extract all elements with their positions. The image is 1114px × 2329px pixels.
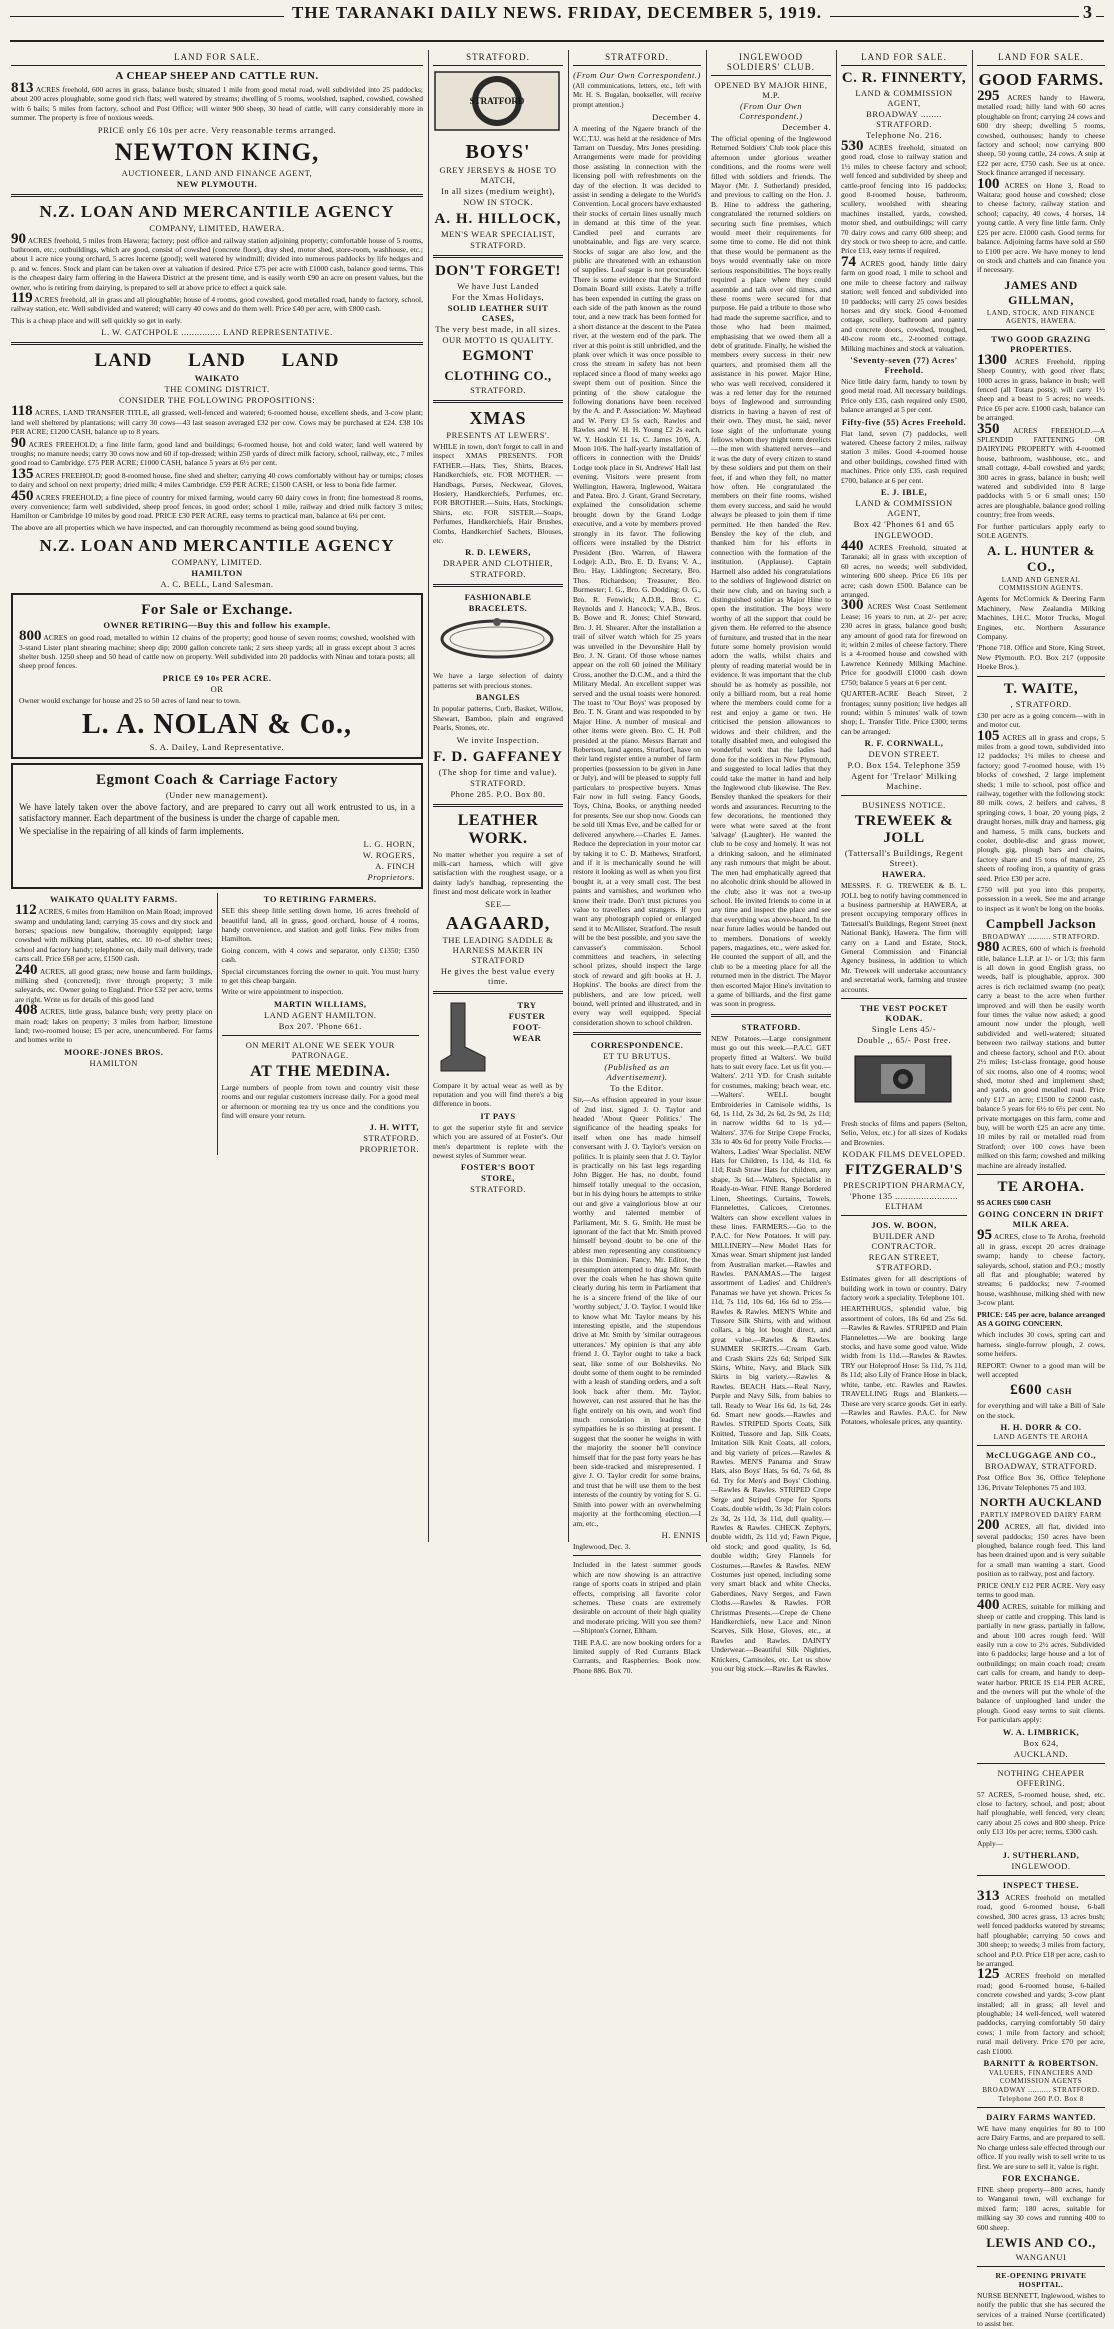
ad-body: 119 ACRES freehold, all in grass and all ploughable; house of 4 rooms, good cowshed, good metalled road, handy to factory, school, railway station, etc. Well subdivided and watered; will carry 40 cows and do them well. Price £40 per acre, with £800 cash. [11,290,423,314]
proprietor-1: L. G. HORN, [363,839,415,850]
advertiser-name: N.Z. LOAN AND MERCANTILE AGENCY [39,536,395,556]
ad-lead: £30 per acre as a going concern—with in and motor cut. [977,710,1105,730]
ad-body: 90 ACRES freehold, 5 miles from Hawera; factory; post office and railway station adjoining property; comfortable house of 5 rooms, bathroom, etc.; outbuildings, which are good, consist of cowshed (concrete floor), dray shed, motor shed, store-room, washhouse, etc.; about 1 acre nice young orchard, 5 acres lucerne (good); well watered by windmill; divided into numerous paddocks by life hedges and p. and w. fences. Stock and plant can be taken over at valuation if desired. Price £75 per acre with £1000 cash, balance good terms. This is the cheapest dairy farm offering in the Hawera District at the present time, and is easily worth £90 an acre on present values, but the owner, who is retiring from dairying, is prepared to sell at above price to effect a quick sale. [11,230,423,292]
ad-signature: Proprietors. [367,872,415,883]
ad-body: We specialise in the repairing of all kinds of farm implements. [19,826,244,837]
ad-body: In popular patterns, Curb, Basket, Willow, Shewart, Bamboo, plain and engraved Pearls, Stones, etc. [433,704,563,733]
ad-body: 74 ACRES good, handy little dairy farm on good road, 1 mile to school and one mile to cheese factory and railway station; well fenced and subdivided into 10 paddocks; will carry 25 cows besides horses and dry stock. Good 4-roomed cottage, scullery, bathroom and pantry and concrete doors, cowshed, troughed, 40-cow room etc., 2-roomed cottage. Milking machines and stock at valuation. [841,253,967,353]
advertiser-box: Box 207. 'Phone 661. [278,1020,362,1031]
letter-place: Inglewood, Dec. 3. [573,1541,631,1551]
advertiser-sub: VALUERS, FINANCIERS AND COMMISSION AGENTS [988,2068,1094,2085]
advertiser-name: H. H. DORR & CO. [1000,1422,1082,1433]
ad-title: Fifty-five (55) Acres Freehold. [841,416,967,427]
ad-body: No matter whether you require a set of milk-cart harness, which will give satisfaction with the roughest usage, or a dainty lady's handbag, representing the finest and most delicate work in leather [433,849,563,897]
stratford-boys-logo [433,70,561,132]
ad-sub: NOW IN STOCK. [463,197,533,207]
advertiser-sub: BUILDER AND CONTRACTOR. [871,1231,937,1252]
dateline: December 4. [782,122,831,132]
advertiser-box: Box 42 'Phones 61 and 65 [853,519,955,529]
advertiser-name: McCLUGGAGE AND CO., [985,1450,1097,1461]
advertiser-place: WANGANUI [1015,2252,1067,2263]
advertiser-name: F. D. GAFFANEY [433,748,563,765]
column-stratford-ads [428,50,568,1542]
logo-lettering: STRATFORD [469,96,525,106]
ad-line: Double ,, 65/- Post free. [857,1035,951,1045]
ad-body: to get the superior style fit and service which you are assured of at Foster's. Our men's department is replete with the newest styles of Summer wear. [433,1122,563,1160]
advertiser-name: MARTIN WILLIAMS, [273,998,367,1009]
advertiser-sub: LAND AND GENERAL COMMISSION AGENTS. [998,576,1084,593]
ad-line: KODAK FILMS DEVELOPED. [842,1149,966,1160]
ad-body: We have lately taken over the above factory, and are prepared to carry out all work entrusted to us, in a satisfactory manner. Each department of the business is under the charge of capable men. [19,802,415,824]
masthead-title: THE TARANAKI DAILY NEWS. FRIDAY, DECEMBER 5, 1919. [284,3,830,22]
ad-title: TRY [517,999,537,1010]
section-heading: STRATFORD. [433,50,563,66]
ad-body: 125 ACRES freehold on metalled road; good 6-roomed house, 6-bailed concrete cowshed and yards; 3-cow plant installed; all in grass; all level and ploughable; 14 well-fenced, well watered paddocks, carrying comfortably 50 dairy cows; 1 mile from factory and school; rural mail delivery. Price £70 per acre, cash £1000. [977,1966,1106,2056]
ad-body: Special circumstances forcing the owner to quit. You must hurry to get this cheap bargain. [221,966,419,986]
advertiser-name: T. WAITE, [1003,680,1079,697]
ad-body: Large numbers of people from town and country visit these rooms and our regular customers increase daily. For a good meal or afternoon or morning tea try us once and the conditions you find will ensure your return. [221,1082,419,1121]
ad-body: 800 ACRES on good road, metalled to within 12 chains of the property; good house of seven rooms; cowshed, woolshed with 3-stand Lister plant shearing machine; sheep dip; 2000 gallon concrete tank; 2 sets sheep yards; all in grass except about 3 acres shelter bush. 1250 sheep and 50 head of cattle now on property. Well subdivided into 20 paddocks with Ninau and totara posts; all sheep proof fences. [19,628,415,671]
ad-body: REPORT: Owner to a good man will be well accepted [977,1360,1105,1380]
advertiser-place: INGLEWOOD. [874,530,934,540]
ad-body: which includes 30 cows, spring cart and harness, single-furrow plough, 2 cows, some heifers. [977,1330,1105,1359]
advertiser-name: A. L. HUNTER & CO., [987,543,1095,575]
ad-body: The above are all properties which we have inspected, and can thoroughly recommend as being good sound buying. [11,522,359,532]
advertiser-phone: Telephone 260 P.O. Box 8 [998,2094,1084,2103]
column-land-agents [836,50,972,1542]
ad-line: For the Xmas Holidays, [451,292,545,302]
shop-notices: NEW Potatoes.—Large consignment must go out this week.—P.A.C. GET properly fitted at Walters'. We build hats to suit every face. Let us fit you.—Walters'. 2/11 YD. for Crash suitable for costumes, making; beach wear, etc.—Walters'. WELL bought Embroideries in Camisole widths, 1s 6d, 1s 11d, 2s 3d, 2s 6d, 2s 9d, 2s 11d; in narrow widths 6d to 1s yd.—Walters'. 37/6 for Stripe Crepe Frocks, 33s to 40s 6d for pretty Voile Frocks.—Walters, Ladies' Wear Specialist. NEW Hats for Children, 1s 11d, 4s 11d, 6s 11d; Rush Straw Hats for children, any shape, 3s 6d.—Walters, Specialist in Ready-to-Wear. FINE Range Bordered Linen, Sheetings, Curtains, Towels, Flannelettes, Calicoes, Cretonnes. Walters can show excellent values in these lines. FARMERS.—Go to the P.A.C. for New Potatoes. It will pay. MILLINERY—New Model Hats for Xmas wear. Smart shipment just landed from Australian market.—Rawles and Rawles. PANAMAS.—The largest assortment of Ladies' and Children's Panamas we have yet shown. Prices 5s 11d, 7s 11d, 10s 6d, 16s 6d to 25s.—Rawles & Rawles. MEN'S White and Tussore Silk Shirts, with and without collars, a big lot bought direct, and great value.—Rawles & Rawles. SUMMER SKIRTS.—Cream Garb. and Crash Skirts 22s 6d; Striped Silk Skirts, White, Navy, and Black Silk Skirts in big variety.—Rawles & Rawles. BEACH Hats.—Real Navy, Purple and Navy Silk, from babies to tall. Ready to Wear 16s 6d, 1s 6d, 24s 6d. Smart new goods.—Rawles and Rawles. STRIPED Sports Coats, Silk Knitted, Tussore and Jap. Silk Coats, Imitation Silk Knit Coats, all colors, and big variety of prices.—Rawles & Rawles. MEN'S Panama and Straw Hats, also Boys' Hats, 5s 6d, 7s 6d, 8s 6d. Try for Men's and Boys' Clothing.—Rawles & Rawles. STRIPED Crepe Serge and Striped Crepe for Sports Coats, double width, 3s 3d; Plain colors 2s 3d, 2s 11d, 3s 11d, dull quality.—Rawles & Rawles. CHECK Zephyrs, double width, 2s 11d yd; Fawn Pique, old stock; and good quality, 1s 6d, double width; Grey Flannels for Costumes.—Rawles & Rawles. NEW Costumes just opened, including some very smart black and white Checks, Gaberdines, Navy Serges, and Fawn Cloths.—Rawles & Rawles. FOR Christmas Presents.—Crepe de Chene Handkerchiefs, new Lace and Ninon Scarves, Silk Hose, Gloves, etc., at Rawles and Rawles. DAINTY Underwear.—Beautiful Silk Nighties, Knickers, Camisoles, etc. Let us show you our big stock.—Rawles & Rawles. [711,1033,831,1673]
advertiser-place: , STRATFORD. [1010,698,1072,709]
ad-body: 450 ACRES FREEHOLD; a fine piece of country for mixed farming, would carry 60 dairy cows in front; fine homestead 8 rooms, every convenience; farm well subdivided, sheep proof fences, in good order; school 1 mile, railway and dried milk factory 3 miles; Hamilton or Cambridge 10 miles by good road. PRICE £30 PER ACRE, easy terms to practical man, balance at 6¼ per cent. [11,487,423,521]
ad-lead: OWNER RETIRING—Buy this and follow his example. [103,620,331,631]
ad-title: A CHEAP SHEEP AND CATTLE RUN. [115,70,319,82]
ad-title: TO RETIRING FARMERS. [263,894,377,905]
ad-title: AT THE MEDINA. [250,1062,391,1080]
ad-title: THE VEST POCKET KODAK. [860,1003,948,1023]
advertiser-name: J. H. WITT, [369,1122,419,1133]
ad-body: Agents for McCormick & Deering Farm Machinery, New Zealandia Milking Machines, I.H.C. Motor Trucks, Mogul Engines, etc. Northern Assurance Company. [977,594,1105,642]
ad-body: THE P.A.C. are now booking orders for a limited supply of Red Currants Black Currants, and Raspberries. Book now. Phone 886. Box 70. [573,1637,701,1675]
advertiser-name: N.Z. LOAN AND MERCANTILE AGENCY [39,201,395,221]
ad-body: We have a large selection of dainty patterns set with precious stones. [433,671,563,690]
advertiser-sub: LAND & COMMISSION AGENT, [855,498,953,518]
ad-sub: PRESENTS AT LEWERS'. [446,430,550,440]
advertiser-name: C. R. FINNERTY, [841,70,967,86]
advertiser-place: STRATFORD. [470,385,526,395]
ad-body: 300 ACRES West Coast Settlement Lease; 16 years to run, at 2/- per acre; 230 acres in grass, balance good bush; any amount of good rata for firewood on it; within 2 miles of cheese factory. There is a 4-roomed house and cowshed with Lawrence Kennedy Milking Machine. Price for goodwill £1000 cash down £750; balance 5 years at 6 per cent. [841,597,967,687]
ad-body: 112 ACRES, 6 miles from Hamilton on Main Road; improved swamp and undulating land; carrying 35 cows and dry stock and horses; spacious new bungalow, thoroughly equipped; large cowshed with milking plant, stables, etc. 10 ro-of shelter trees; school and factory handy; telephone on, daily mail delivery, trade carts call. Price £68 per acre, £1500 cash. [15,902,213,964]
section-heading: LAND FOR SALE. [977,50,1105,66]
ad-body: QUARTER-ACRE Beach Street, 2 frontages; sunny position; live hedges all round; within 5 minutes' walk of town shop; L. Transfer Title. Price £300; terms can be arranged. [841,689,967,736]
ad-title: WAIKATO QUALITY FARMS. [49,894,178,905]
column-inglewood-soldiers-club [706,50,836,1673]
ad-egmont-coach [11,763,423,889]
ad-body: MESSRS. F. G. TREWEEK & B. L. JOLL beg to notify having commenced in a business partnership at HAWERA, at present occupying temporary offices in Tattersall's Buildings, Regent Street (next National Bank), Hawera. The firm will carry on a Land and Estate, Stock, General Commission and Financial Agency business, in addition to which Mr. Treweek will undertake accountancy and secretarial work, farming and trustee accounts. [841,881,967,994]
ad-body: for everything and will take a Bill of Sale on the stock. [977,1401,1105,1420]
advertiser-name: STORE, [481,1173,515,1184]
article-body: The official opening of the Inglewood Returned Soldiers' Club took place this afternoon under glorious weather conditions, and the rooms were well filled with soldiers and friends. The Mayor (Mr. J. Sutherland) presided, and previous to calling on the Hon. J. B. Hine to address the gathering, congratulated the returned soldiers on securing such fine premises, which would meet their requirements for some time to come. He did not think that these would be permanent as the boys would eventually take on more serious responsibilities. The boys really required a place where they could assemble and talk over old times, and these rooms were secured for that purpose. He paid a tribute to those who had made the supreme sacrifice, and to those who had been maimed, emphasising that we owed them all a debt of gratitude. Finally, he wished the members every success in their new quarters, and promised them all the assistance in his power. Major Hine, who was well received, considered it was a red letter day for the returned boys of Inglewood and surrounding districts in having a haven of rest of their own. They must, he said, never lose sight of the unfortunate young fellows whom they might term derelicts—the men with shattered nerves—and it was the duty of every citizen to stand by these soldiers and put them on their feet, if and when they fell, no matter how often. He congratulated the members on their fine rooms, wished them every success, and said he would always be pleased to join them if time permitted. He then handed the Rev. Bensley the key of the club, and thanked him for his efforts in connection with the formation of the institution. (Applause). Captain Hartnell also added his congratulations to the soldiers of Inglewood district on their new club, and on having such a distinguished soldier as Major Hine to open the institution. The boys were worthy of all the support that could be given them. He referred to the absence of furniture, and trusted that in the near future some homely provision would adorn the walls, whilst chairs and plenty of reading material would be in evidence. It was important that the club should be as homely as possible, not only a billiard room, but a real home where the members could come for a rest and enjoy a game or two. He criticised the pension allowances to widows and their children, and the totally disabled men, and eulogised the wonderful work that the ladies had done for the soldiers in New Plymouth, and suggested to local ladies that they could take the matter in hand and help the Inglewood club likewise. The Rev. Bensley thanked the speakers for their words and assurances. Recurring to the few decorations, he mentioned they were what were saved at the front 'salvage' (Laughter). He wanted the club to be cosy and homely. It was not a drinking saloon, and he eliminated any rash rumours that might be about. The men had emphatically agreed that no alcoholic drink should be allowed in the club; also it was not a two-up school. He invited friends to come in at any time and inspect the place and see that everything was above-board. In the near future ladies would be handed out to members. Donations of weekly papers, magazines, etc., were asked for. He counted the support of all, and the club to be a meeting place for all the returned men in the district. The Mayor then escorted Major Hine's invitation to a game of billiards, and the first game was soon in progress. [711,134,831,1009]
advertiser-name: R. F. CORNWALL, [864,738,944,749]
advertiser-box: P.O. Box 154. Telephone 359 [847,760,961,771]
letter-to: To the Editor. [610,1083,664,1094]
ad-body: 980 ACRES, 600 of which is freehold title, balance L.I.P. at 1/- or 1/3; this farm is all down in good English grass, no weeds, half is ploughable, approx. 300 acres is rich reclaimed swamp (no peat); carry a beast to the acre when further improved and will then be easily worth four times the value now asked; a good amount now under the plough, well subdivided and well-watered; situated between two railway stations and butter and cheese factory, school and P.O. about 2½ miles; 1st-class frontage, good house of six rooms, also one of 4 rooms; wool shed, motor shed and implement shed; and yards, on good metalled road. Price only £17 an acre; £1500 to £2000 cash, balance 5 years for 6½ to 6½ per cent. No private mortgages on this farm, come and buy, will be worth £25 an acre any time. 10 miles by rail or metalled road from Stratford; over 100 cows have been milked on this farm; cowshed and milking machine are already installed. [977,939,1105,1170]
byline: (From Our Own Correspondent.) [573,70,701,80]
advertiser-place: NEW PLYMOUTH. [176,178,258,189]
ad-title: RE-OPENING PRIVATE HOSPITAL. [995,2271,1087,2290]
ad-body: Flat land, seven (7) paddocks, well watered. Cheese factory 2 miles, railway station 3 miles. Good 4-roomed house and other buildings, cowshed fitted with machines. Price only £35, cash required £700, balance at 6 per cent. [841,428,967,485]
advertiser-place: BROADWAY .......... STRATFORD. [982,2085,1100,2094]
advertiser-name: AAGAARD, [445,912,551,933]
advertiser-phone: 'Phone 718. Office and Store, King Street, New Plymouth. P.O. Box 217 (opposite Hoeke Bros.). [977,643,1105,672]
advertiser-phone: Phone 285. P.O. Box 80. [450,788,546,799]
letter-note: (Published as an Advertisement). [604,1062,670,1083]
ad-title: For Sale or Exchange. [141,602,293,619]
ad-body: FINE sheep property—800 acres, handy to Wanganui town, will exchange for mixed farm; 180 acres, suitable for milking say 30 cows and running 400 to 600 sheep. [977,2185,1105,2232]
byline: (From Our Own Correspondent.) [739,101,803,121]
ad-line: SEE— [485,898,511,909]
ad-title: TWO GOOD GRAZING PROPERTIES. [991,333,1091,354]
advertiser-sub: PROPRIETOR. [359,1144,419,1155]
boot-illustration [433,999,491,1079]
advertiser-place: STRATFORD. [470,240,526,250]
ad-price: PRICE £9 10s PER ACRE. [162,672,272,683]
advertiser-name: Campbell Jackson [985,916,1097,932]
column-stratford-news [568,50,706,1675]
ad-line: We invite Inspection. [456,734,540,745]
ad-title: FOR EXCHANGE. [1002,2173,1080,2183]
advertiser-name: JAMES AND GILLMAN, [1004,277,1078,307]
advertiser-place: REGAN STREET, STRATFORD. [868,1252,940,1273]
ad-body: SEE this sheep little settling down home, 16 acres freehold of beautiful land, all in grass, good orchard, house of 4 rooms, handy convenience, and station and golf links. Few miles from Hamilton. [221,906,419,944]
ad-body: 240 ACRES, all good grass; new house and farm buildings, milking shed (concreted); river through property; 3 mile saleyards, etc. Owner going to England. Price £32 per acre, terms are right. Write us for details of this good land [15,961,213,1004]
ad-body: 530 ACRES freehold, situated on good road, close to railway station and 1½ miles to cheese factory and school; well fenced and subdivided by sheep and cattle-proof fencing into 16 paddocks; good 8-roomed house, bathroom, scullery, woolshed with shearing machines installed, yards, cowshed, motor shed, and outbuildings; will carry 70 dairy cows and carry 600 sheep; and dry stock or two sheep to acre, and cattle. Price £13, easy terms if required. [841,138,967,256]
ad-body: 57 ACRES, 5-roomed house, shed, etc. close to factory, school, and post; about half ploughable, well fenced, very clean; carry about 25 cows and 800 sheep. Price only £13 10s per acre; terms, £300 cash. [977,1789,1105,1837]
advertiser-sub: DRAPER AND CLOTHIER, [443,558,553,569]
advertiser-sub: LAND & COMMISSION AGENT, [855,88,953,108]
advertiser-sub: COMPANY, LIMITED. [171,557,263,568]
ad-price: PRICE ONLY £12 PER ACRE. Very easy terms to good man. [977,1580,1105,1599]
ad-body: Included in the latest summer goods which are now showing is an attractive range of sports coats in striped and plain effects, comprising all favorite color schemes. These coats are extremely desirable on account of their high quality and moderate pricing. Will you see them?—Shipton's Corner, Eltham. [573,1560,701,1636]
advertiser-sub: DEVON STREET. [868,749,940,760]
ad-body: 135 ACRES FREEHOLD; good 8-roomed house, fine shed and shelter; carrying 40 cows comfortably without hay or turnips; closes to dairy and school on next property; dried milk; 4 miles Cambridge. £59 PER ACRE; £1500 CASH, or less to bona fide farmer. [11,465,423,490]
ad-body: 200 ACRES, all flat, divided into several paddocks; 150 acres have been ploughed, balance rough feed. This land has been drained upon and is very suitable for a small man wanting a start. Good position as to railway, post and factory. [977,1517,1105,1579]
ad-sub: In all sizes (medium weight), [441,186,555,196]
ad-or: OR [210,683,224,694]
ad-title: DON'T FORGET! [435,263,561,279]
ad-line: 95 ACRES £600 CASH [977,1197,1051,1207]
advertiser-phone: Telephone No. 216. [866,130,942,140]
advertiser-name: A. H. HILLOCK, [434,211,562,227]
column-land-for-sale [6,50,428,1542]
ad-title: XMAS [469,408,527,428]
advertiser-name: FOSTER'S BOOT [460,1162,536,1173]
advertiser-name: R. D. LEWERS, [465,547,531,558]
ad-sub: IT PAYS [480,1110,516,1121]
ad-title: NOTHING CHEAPER OFFERING. [997,1767,1085,1788]
ad-signature: A. C. BELL, Land Salesman. [160,579,274,590]
ad-body: 408 ACRES, little grass, balance bush; very pretty place on main road; lakes on property; 3 miles from harbor; limestone land; two-roomed house; £5 per acre, unencumbered. For farms and homes write to [15,1002,213,1045]
ad-body: 313 ACRES freehold on metalled road, good 6-roomed house, 6-ball cowshed, 300 acres grass, 13 acres bush; well fenced paddocks watered by streams; half ploughable; carrying 50 cows and 300 sheep; to weeds; 3 miles from factory, school and P.O. Price £18 per acre, cash to be arranged. [977,1888,1106,1968]
ad-body: Estimates given for all descriptions of building work in town or country. Dairy factory work a speciality. Telephone 101. [841,1274,967,1303]
ad-body: Write or wire appointment to inspection. [221,987,344,997]
advertiser-name: CLOTHING CO., [444,368,552,383]
ad-body: Compare it by actual wear as well as by reputation and you will find there's a big difference in boots. [433,1080,563,1109]
ad-body: 1300 ACRES Freehold, ripping Sheep Country, with good river flats; 1000 acres in grass, balance in bush; well fenced (all Totara posts); will carry 1½ sheep and a beast to 5 acres; no weeds. Price £6 per acre. £1000 cash, balance can be arranged. [977,351,1106,423]
article-body: A meeting of the Ngaere branch of the W.C.T.U. was held at the residence of Mrs Tarrant on Tuesday, Mrs Jones presiding. Arrangements were made for providing those assisting in connection with the licensing poll with refreshments on the day of the election. It was decided to assist in sending a delegate to the World's Convention. Local grocers have exhausted their stocks of certain lines usually much in demand at this time of the year. Candied peel and currants are unobtainable, and figs are very scarce. Stocks of sugar are also low, and the public are threatened with an exhaustion of supplies. Loaf sugar is not procurable. There is some evidence that the Stratford Domain Board still exists. Lately a trifle has been expended in cutting the grass on each side of the path known as the round tour, and a new track has been formed for a short distance at the descent to the Patea river, at the western end of the park. The river at this point is still unbridled, and the plank over which it was once possible to cross the stream in safety has not been replaced since a flood of many weeks ago swept them out of position. Since the printing of the show catalogue the following donations have been received by the A. and P. Association: W. Mayhead and W. Perry £3 5s each, Rawles and Rawles and W. H. H. Young £2 2s each, W. Y. Hoskin £1 1s, C. James 10/6, A. Moon 10/6. The half-yearly installation of officers in connection with the Druids' Lodge took place in St. Andrews' Hall last evening. Visitors were present from Wellington, Hawera, Inglewood, Waitara and Patea. Bro. J. Grant, Grand Secretary, explained the consolidation scheme brought down by the Grand Lodge executive, and a vote by members proved strongly in its favor. The following officers were installed by the District President (Bro. Warren, of Hawera Lodge): A.D., Bro. E. D. Evans; V. A., Bro. Hay, Liddington; Secretary, Bro. Thos. Richardson; Treasurer, Bro. Burmester; I. G., Bro. G. Dodding; O. G., Bro. R. Fenwick; A.D.B., Bros. C. Reynolds and J. Hancock; V.A.B., Bros. B. Bowe and R. Jones; Chief Steward, Bro. J. H. Shearer. After the installation a trail of silver watch which for 25 years was unveiled in the Devonshire Hall by Bro. J. N. Grant. Of those whose names appear on the roll 60 joined the Military Cross, another the D.C.M., and a third the Military Medal. An excellent supper was served and the usual toasts were honored. The toast to 'Our Boys' was proposed by Bro. T. N. Grant and was responded to by Major Hine. A number of musical and other items were given. Bro. C. H. Poll presided at the piano. Messrs Barratt and Robertson, land agents, Stratford, have on their land register entire a number of farm properties (possession to be given in June or July), and will be pleased to supply full particulars to prospective buyers. Xmas Fair now in full swing. Fancy Goods, Toys, China, Books, or anything needed for presents. See our shop now. Goods can be sold till Xmas Eve, and be called for or delivered anywhere.—Charles E. James. Reduce the depreciation in your motor car by taking it to C. D. Mathews, Stratford, and if it is mechanically sound he will restore it looking as well as when you first bought it, at a very small cost. The best paints and varnishes, and workmen who know their trade. Don't trust pictures you value to travellers and strangers. If you want any photograph copied or enlarged send it to McAllister, Stratford. The result will be the best possible, and you save the canvasser's commission. School committees and teachers, in selecting school prizes, should inspect the large stock of reward and gift books at H. J. Hopkins'. The books are direct from the publishers, and are low priced, well bound, well printed and illustrated, and in every way well equipped. Special consideration shown to school children. [573,124,701,1027]
ad-body: Owner would exchange for house and 25 to 50 acres of land near to town. [19,695,241,705]
advertiser-sub: (The shop for time and value). [438,766,558,777]
ad-sub: CONSIDER THE FOLLOWING PROPOSITIONS: [118,395,316,406]
ad-line: We have Just Landed [457,281,539,291]
advertiser-name: E. J. IBLE, [880,487,928,497]
dateline: December 4. [652,112,701,123]
ad-line: Single Lens 45/- [871,1024,937,1034]
advertiser-place: BROADWAY, STRATFORD. [984,1461,1098,1472]
ad-line: The very best made, in all sizes. [435,324,561,334]
letter-signature: H. ENNIS [661,1529,701,1540]
ad-body: 118 ACRES, LAND TRANSFER TITLE, all grassed, well-fenced and watered; 6-roomed house, excellent sheds, and 3-cow plant; land well sheltered by plantations; will carry 30 cows—43 last season averaged £32 per cow. Cows may be purchased at £24. £38 10s PER ACRE; £1200 CASH, balance up to 8 years. [11,403,424,437]
advertiser-name: LEWIS AND CO., [986,2235,1096,2251]
ad-body: WHILE in town, don't forget to call in and inspect XMAS PRESENTS. FOR FATHER.—Hats, Ties, Shirts, Braces, Handkerchiefs, etc. FOR MOTHER. — Handbags, Purses, Neckwear, Gloves, Hosiery, Handkerchiefs, Perfumes, etc. FOR BROTHER.—Suits, Hats, Stockings, Shirts, etc. FOR SISTER.—Soaps, Perfumes, Handkerchiefs, Hair Brushes, Combs, Handkerchief Sachets, Blouses, etc. [433,442,563,546]
advertiser-name: NEWTON KING, [114,138,320,166]
ad-amount: £600 [1010,1382,1043,1399]
advertiser-sub: MEN'S WEAR SPECIALIST, [441,229,555,239]
ad-price: PRICE only £6 10s per acre. Very reasonable terms arranged. [97,124,337,135]
advertiser-place: HAMILTON [89,1057,138,1068]
advertiser-sub: THE LEADING SADDLE & HARNESS MAKER IN STRATFORD [442,934,554,965]
advertiser-place: BROADWAY .......... STRATFORD. [982,933,1100,942]
ad-line: Apply— [977,1838,1004,1848]
advertiser-name: JOS. W. BOON, [871,1220,937,1231]
ad-title: TE AROHA. [997,1178,1085,1195]
ad-signature: L. W. CATCHPOLE ............... LAND REPRESENTATIVE. [101,327,333,338]
ad-lead: ON MERIT ALONE WE SEEK YOUR PATRONAGE. [245,1039,395,1060]
section-heading: CORRESPONDENCE. [590,1040,684,1051]
column-good-farms [972,50,1110,2329]
ad-price: PRICE: £45 per acre, balance arranged AS A GOING CONCERN. [977,1309,1105,1329]
ad-body: £750 will put you into this property, possession in a week. See me and arrange to inspect as it won't be long on the books. [977,885,1105,913]
ad-body: For further particulars apply early to SOLE AGENTS. [977,521,1105,541]
advertiser-name: BARNITT & ROBERTSON. [983,2057,1099,2068]
bracelet-illustration [433,614,561,664]
shop-notices: HEARTHRUGS, splendid value, big assortment of colors, 18s 6d and 25s 6d.—Rawles & Rawles. STRIPED and Plain Flannelettes.—We are booking large stocks, and have some good value. Wide width from 1s 11d.—Rawles & Rawles. TRY our Holeproof Hose: 5s 11d, 7s 11d, 8s 11d; also Lily of France Hose in black, white, tanbe, etc. Rawles and Rawles. TRAVELLING Rugs and Blankets.—These are very scarce goods. Get in early.—Rawles and Rawles. P.A.C. for New Potatoes, wholesale prices, any quantity. [841,1304,967,1427]
advertiser-place: STRATFORD. [470,1184,526,1195]
letter-body: Sir,—As effusion appeared in your issue of 2nd inst. signed J. O. Taylor and headed 'About Queer Politics.' The significance of the heading speaks for itself when one has made himself conversant with J. O. Taylor's version on politics. It is plainly seen that J. O. Taylor is practically on his last legs regarding John Bigger. He has, no doubt, found himself totally unequal to the occasion, but in his dying hours he attempts to strike out and give a vainglorious blow at our worthy and talented member of Parliament, Mr. S. G. Smith. He must be ignorant of the fact that Mr. Smith proved himself beyond doubt to be one of the ablest men representing any constituency in this Dominion. Fancy, Mr. Editor, the presumption attempted to drag Mr. Smith over the coals when he has shown quite clearly during his term in Parliament that he is a sincere friend of the like of our 'worthy subject,' J. O. Taylor. I would like to know what Mr. Taylor means by his interesting epistle, and the stupendous drive at Mr. Smith by 'similar outrageous utterances.' My opinion is that any able friend J. O. Taylor ought to take a back seat, like some of our Bolsheviks. No doubt some of them ought to be reminded with a leash of standing orders, and a soft look back after them. Mr. Taylor, however, can rest assured that he has the fight entirely on his own, and won't find much consolation in leading the sympathies he is so thirsting at present. I suggest that the sooner he weighs in with the majority the sooner he'll convince himself that for the past forty years he has been side-tracked and misrepresented. I give J. O. Taylor credit for some brains, and trust that he will use them to the best interests of the country by voting for S. G. Smith into power with an overwhelming majority at the forthcoming election.—I am, etc., [573,1095,701,1528]
advertiser-sub: LAND, STOCK, AND FINANCE AGENTS, HAWERA. [986,308,1096,325]
ad-title: FASHIONABLE [464,592,532,603]
ad-title: Egmont Coach & Carriage Factory [95,772,339,789]
advertiser-name: MOORE-JONES BROS. [64,1046,164,1057]
advertiser-name: J. SUTHERLAND, [1002,1850,1080,1861]
editor-note: (All communications, letters, etc., left with Mr. H. S. Bugalan, bookseller, will receive prompt attention.) [573,82,701,109]
ad-title: GOOD FARMS. [978,70,1104,89]
advertiser-place: AUCKLAND. [1013,1748,1069,1759]
advertiser-place: STRATFORD. [470,777,526,788]
ad-sub: GREY JERSEYS & HOSE TO MATCH, [439,165,557,185]
ad-line: SOLID LEATHER SUIT CASES, [447,303,549,323]
section-heading: INGLEWOOD SOLDIERS' CLUB. [711,50,831,76]
advertiser-place: INGLEWOOD. [1011,1861,1071,1872]
proprietor-3: A. FINCH [375,861,415,872]
bottom-split [11,893,423,1155]
ad-for-sale-or-exchange [11,593,423,759]
advertiser-name: W. A. LIMBRICK, [1002,1726,1080,1737]
section-heading: STRATFORD. [741,1021,801,1032]
advertiser-name: L. A. NOLAN & Co., [81,709,352,741]
ad-title: BANGLES [475,692,521,703]
ad-title: NORTH AUCKLAND [979,1495,1103,1510]
advertiser-name: FITZGERALD'S [845,1162,963,1179]
advertiser-name: EGMONT [462,348,534,364]
ad-body: 105 ACRES all in grass and crops, 5 miles from a good town, subdivided into 12 paddocks; 1¼ miles to cheese and factory; good 7-roomed house, with 1½ blocks of cowshed, 2 large implement sheds; 1 mile to school, post office and railway, together with the following stock: 80 milk cows, 2 heifers and calves, 8 springing cows, 1 boar, 20 young pigs, 2 draught horses, milk dray and harness, gig and harness, 5 milk cans, buckets and cooler, double-disc and grass mower, plough, gig, plough bars and chains, factory share and 15 tons of manure, 25 sheets of roofing iron, a quantity of grass seed. Price £30 per acre. [977,727,1105,883]
ad-body: 90 ACRES FREEHOLD; a fine little farm, good land and buildings; 6-roomed house, hot and cold water; land well watered by troughs; no manure needs; carry 30 cows now and 60 if top-dressed; within 250 yards of direct milk factory, school, railway, etc., 7 miles good road to Cambridge. £75 PER ACRE; £1000 CASH, balance 5 years at 6½ per cent. [11,434,424,468]
advertiser-sub: (Tattersall's Buildings, Regent Street). [844,848,964,869]
ad-title: INSPECT THESE. [1002,1880,1080,1891]
ad-sub: GOING CONCERN IN DRIFT MILK AREA. [978,1209,1104,1230]
advertiser-sub: AUCTIONEER, LAND AND FINANCE AGENT, [121,167,313,178]
ad-body: 95 ACRES, close to Te Aroha, freehold all in grass, except 20 acres drainage swamp; handy to cheese factory, saleyards, school, station and P.O.; mostly all flat and ploughable; watered by streams; 6 paddocks; new 7-roomed house, washhouse, milking shed with new 3-cow plant. [977,1227,1106,1308]
section-heading: LAND FOR SALE. [841,50,967,66]
advertiser-sub: COMPANY, LIMITED, HAWERA. [149,222,285,233]
ad-motto: OUR MOTTO IS QUALITY. [442,335,554,345]
ad-title: LAND LAND LAND [94,350,340,372]
advertiser-agent: Agent for 'Trelaor' Milking Machine. [851,771,957,792]
ad-cash: CASH [1046,1386,1072,1397]
article-subhead: OPENED BY MAJOR HINE, M.P. [714,80,828,100]
ad-sub: (Under new management). [165,790,269,801]
advertiser-phone: Post Office Box 36, Office Telephone 136, Private Telephones 75 and 103. [977,1473,1105,1492]
ad-sub: PARTLY IMPROVED DAIRY FARM [980,1511,1102,1520]
ad-line: He gives the best value every time. [440,965,556,986]
ad-body: 350 ACRES FREEHOLD.—A SPLENDID FATTENING OR DAIRYING PROPERTY with 4-roomed house, bathroom, washhouse, etc., and small cottage, 4-ball cowshed and yards; 300 acres in grass, balance in bush; well watered and subdivided into 8 large paddocks with 5 or 6 small ones; 150 acres are ploughable, balance good rolling country; free from weeds. [977,420,1105,520]
masthead [0,0,1114,44]
ad-body: 400 ACRES, suitable for milking and sheep or cattle and cropping. This land is partially in new grass, partially in fallow, and about 100 acres rough feed. Will easily run a cow to 2½ acres. Subdivided into 6 paddocks; large house and a lot of outbuildings; on main coach road; cream cart calls for cream, and handy to deep-water harbor. PRICE IS £14 PER ACRE, and the owners will put the whole of the balance of unploughed land under the plough. Good easy terms to suit clients. For particulars apply: [977,1597,1105,1725]
ad-place: WAIKATO [194,373,240,384]
ad-body: 440 ACRES Freehold, situated at Taranaki; all in grass with exception of 60 acres, no weeds; well subdivided, wintering 600 sheep. Price £6 10s per acre; cash down £500. Balance can be arranged. [841,538,967,600]
ad-body: This is a cheap place and will sell quickly so get in early. [11,315,182,325]
advertiser-phone: 'Phone 135 ........................ ELTHAM [849,1191,959,1212]
ad-body: WE have many enquiries for 80 to 100 acre Dairy Farms, and are prepared to sell. No charge unless sale effected through our office. If you really wish to sell write to us first. We are sure to sell it, value is right. [977,2123,1106,2171]
section-heading: LAND FOR SALE. [11,50,423,66]
ad-title: DAIRY FARMS WANTED. [986,2111,1096,2122]
advertiser-place: BROADWAY ........ STRATFORD. [866,109,942,129]
ad-body: Going concern, with 4 cows and separator, only £1350; £350 cash. [221,945,419,965]
proprietor-2: W. ROGERS, [362,850,415,861]
advertiser-sub: LAND AGENTS TE AROHA [993,1433,1089,1442]
camera-illustration [841,1046,965,1112]
advertiser-name: TREWEEK & JOLL [854,813,954,847]
advertiser-place: STRATFORD. [470,569,526,580]
advertiser-place: STRATFORD. [363,1133,419,1144]
advertiser-place: HAMILTON [191,568,243,579]
ad-title: FOOT- [512,1021,542,1032]
advertiser-sub: PRESCRIPTION PHARMACY, [843,1180,965,1191]
advertiser-place: HAWERA. [882,869,926,880]
advertiser-box: Box 624, [1023,1737,1059,1748]
ad-body: 100 ACRES on Hone 3, Road to Waitara; good house and cowshed; close to cheese factory, railway station and school; capacity, 40 cows, 4 horses, 14 young cattle. A very fine little farm. Only £25 per acre. £1000 cash. Good terms for balance. Adjoining farms have sold at £60 to £100 per acre. We have money to lend on stock and chattels and can finance you if necessary. [977,175,1105,275]
ad-body: 813 ACRES freehold, 600 acres in grass, balance bush; situated 1 mile from good metal road, well subdivided into 25 paddocks; about 200 acres ploughable, some good rich flats; well watered by streams; dwelling of 5 rooms, woolshed, tsaphed, cowshed, cowshed with 6 bails; 5 miles from factory, school and Post Office; will winter 900 sheep, 30 head of cattle, will carry considerably more in summer. The property is free of noxious weeds. [11,80,424,123]
ad-title: FUSTER [508,1010,546,1021]
letter-title: ET TU BRUTUS. [603,1051,671,1062]
ad-sub: THE COMING DISTRICT. [164,384,270,395]
advertiser-sub: LAND AGENT HAMILTON. [263,1009,377,1020]
ad-title: 'Seventy-seven (77) Acres' Freehold. [850,354,958,375]
ad-body: Fresh stocks of films and papers (Selton, Selio, Velox, etc.) for all sizes of Kodaks and Brownies. [841,1119,967,1147]
section-heading: BUSINESS NOTICE. [862,800,946,811]
advertiser-sub: S. A. Dailey, Land Representative. [149,742,285,753]
section-heading: STRATFORD. [573,50,701,66]
ad-title: LEATHER WORK. [457,811,539,847]
ad-title: BRACELETS. [468,603,528,614]
ad-title: BOYS' [465,141,531,163]
ad-body: Nice little dairy farm, handy to town by good metal road. All necessary buildings. Price only £35, cash required only £500, balance arranged at 5 per cent. [841,376,967,415]
ad-title: WEAR [512,1032,542,1043]
page-number: 3 [1079,2,1096,23]
ad-body: 295 ACRES handy to Hawera, metalled road; hilly land with 60 acres ploughable on front; carrying 24 cows and 600 dry sheep; dwelling 5 rooms, cowshed, outhouses; handy to cheese factory and school; now carrying 800 sheep, 50 young cattle, 24 cows. A snip at £22 per acre, £750 cash. See us at once. Stock finance arranged if necessary. [977,88,1105,178]
ad-body: NURSE BENNETT, Inglewood, wishes to notify the public that she has secured the services of a trained Nurse (certificated) to assist her. [977,2291,1105,2329]
